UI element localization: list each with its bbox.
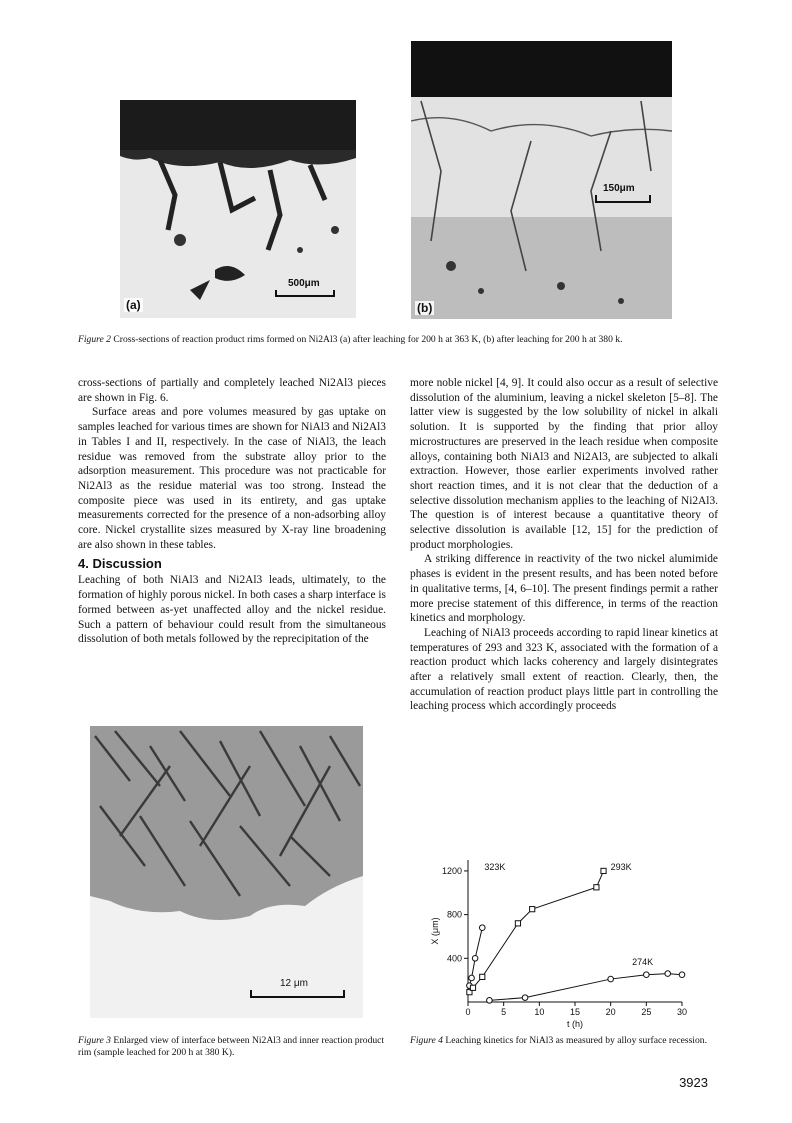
x-tick-label: 0 [465, 1007, 471, 1017]
x-tick-label: 15 [569, 1007, 581, 1017]
right-para-1: more noble nickel [4, 9]. It could also occur as a result of selective dissolution of the aluminium, leaving a nickel skeleton [5–8]. The latter view is suggested by the low solubility of nickel in alkali solution. It is supported by the finding that prior alloy microstructures are preserved in the leach residue when composite alloys, containing both NiAl3 and Ni2Al3, are subjected to alkali extraction. However, those earlier experiments involved rather short reaction times, and it is not clear that the deduction of a selective dissolution mechanism applies to the leaching of Ni2Al3. The question is of interest because a quantitative theory of selective dissolution is available [12, 15] for the prediction of product morphologies. [410, 377, 718, 551]
figure4-caption-text: Leaching kinetics for NiAl3 as measured by alloy surface recession. [445, 1035, 707, 1046]
x-tick-label: 25 [641, 1007, 652, 1017]
section-heading: 4. Discussion [78, 556, 162, 572]
figure2-caption-label: Figure 2 [78, 334, 111, 345]
figure2-panel-a [120, 100, 356, 318]
series-label-2: 274K [632, 956, 654, 967]
left-para-2: Surface areas and pore volumes measured by gas uptake on samples leached for various times are shown for NiAl3 and Ni2Al3 in Tables I and II, respectively. In the case of NiAl3, the leach residue was removed from the substrate alloy prior to the adsorption measurement. This procedure was not practicable for Ni2Al3 as the residue material was too strong. Instead the composite piece was used in its entirety, and gas uptake measurements corrected for the presence of a non-adsorbing alloy core. Nickel crystallite sizes measured by X-ray line broadening are also shown in these tables. [78, 406, 386, 551]
page-number: 3923 [679, 1075, 708, 1090]
figure4-caption [410, 1035, 718, 1047]
panel-b-scale-label: 150μm [603, 183, 635, 194]
figure3-micrograph [90, 726, 363, 1018]
y-tick-label: 400 [446, 953, 462, 964]
series-point-1 [594, 885, 599, 890]
x-tick-label: 20 [605, 1007, 616, 1017]
series-point-2 [665, 971, 671, 977]
figure3-scale-label: 12 μm [280, 978, 308, 989]
series-point-1 [530, 907, 535, 912]
series-point-1 [515, 921, 520, 926]
left-column [78, 376, 386, 647]
x-tick-label: 10 [534, 1007, 545, 1017]
leaching-kinetics-chart [420, 850, 710, 1030]
figure4-chart [420, 850, 710, 1030]
figure4-caption-label: Figure 4 [410, 1035, 443, 1046]
series-point-0 [469, 975, 475, 981]
series-point-0 [472, 956, 478, 962]
left-para-1: cross-sections of partially and completely leached Ni2Al3 pieces are shown in Fig. 6. [78, 377, 386, 404]
left-para-3: Leaching of both NiAl3 and Ni2Al3 leads, ultimately, to the formation of highly porous nickel. In both cases a sharp interface is formed between as-yet unaffected alloy and the nickel residue. Such a pattern of behaviour could result from the simultaneous dissolution of both metals followed by the reprecipitation of the [78, 574, 386, 646]
figure3-caption-label: Figure 3 [78, 1035, 111, 1046]
series-line-1 [469, 871, 603, 992]
panel-b-label: (b) [417, 301, 433, 315]
right-column [410, 376, 718, 714]
figure2-panel-b [411, 41, 672, 319]
figure3-caption-text: Enlarged view of interface between Ni2Al3 and inner reaction product rim (sample leached for 200 h at 380 K). [78, 1035, 385, 1058]
series-point-0 [479, 925, 485, 931]
x-axis-label: t (h) [566, 1019, 584, 1029]
series-point-2 [644, 972, 650, 978]
panel-a-label: (a) [126, 298, 141, 312]
series-point-2 [522, 995, 528, 1001]
series-point-1 [470, 985, 475, 990]
series-point-1 [480, 974, 485, 979]
series-label-0: 323K [484, 861, 506, 872]
series-point-2 [608, 976, 614, 982]
y-tick-label: 800 [446, 909, 462, 920]
y-tick-label: 1200 [441, 865, 462, 876]
y-axis-label: X (μm) [430, 917, 440, 945]
figure3-caption [78, 1035, 386, 1059]
series-line-2 [489, 974, 682, 1001]
right-para-2: A striking difference in reactivity of the two nickel alumimide phases is evident in the present results, and has been noted before in qualitative terms, [4, 6–10]. The present findings permit a rather more precise statement of this difference, in terms of the reaction kinetics and morphology. [410, 553, 718, 625]
series-point-2 [679, 972, 685, 978]
series-point-2 [487, 998, 493, 1004]
panel-a-scale-label: 500μm [288, 278, 320, 289]
x-tick-label: 5 [501, 1007, 507, 1017]
series-label-1: 293K [610, 861, 632, 872]
figure2-caption [78, 334, 718, 346]
right-para-3: Leaching of NiAl3 proceeds according to rapid linear kinetics at temperatures of 293 and 323 K, associated with the formation of a reaction product which lacks coherency and largely disintegrates after a relatively small extent of reaction. Clearly, then, the accumulation of reaction product plays little part in controlling the leaching process which accordingly proceeds [410, 626, 718, 713]
series-point-1 [601, 868, 606, 873]
figure2-caption-text: Cross-sections of reaction product rims formed on Ni2Al3 (a) after leaching for 200 h at 363 K, (b) after leaching for 200 h at 380 k. [113, 334, 623, 345]
x-tick-label: 30 [676, 1007, 688, 1017]
